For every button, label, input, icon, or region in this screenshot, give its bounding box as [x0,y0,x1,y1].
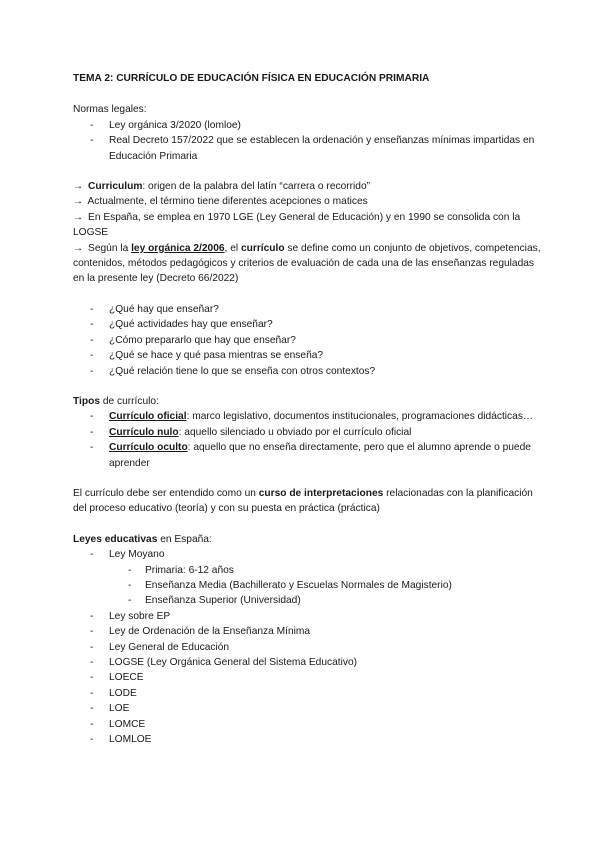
list-item: - Real Decreto 157/2022 que se establecen la ordenación y enseñanzas mínimas impartidas en Educación Primaria [73,133,543,164]
curriculum-text: , el [224,242,241,254]
normas-heading: Normas legales: [73,104,147,116]
list-item: - LODE [73,686,543,701]
paragraph-text: El currículo debe ser entendido como un [73,487,259,499]
list-item: - LOMCE [73,717,543,732]
tipo-term: Currículo nulo [109,426,179,438]
curriculum-text: En España, se emplea en 1970 LGE (Ley General de Educación) y en 1990 se consolida con la LOGSE [73,211,521,239]
tipos-heading [73,394,543,409]
tipo-desc: : marco legislativo, documentos institucionales, programaciones didácticas… [186,411,534,423]
curriculum-term: currículo [240,242,285,254]
list-item: - ¿Qué actividades hay que enseñar? [73,317,543,332]
tipo-desc: : aquello que no enseña directamente, pero que el alumno aprende o puede aprender [109,442,531,469]
tipos-heading-bold: Tipos [73,395,100,407]
leyes-heading-bold: Leyes educativas [73,533,158,545]
leyes-list [73,547,543,747]
curriculum-term: Curriculum [88,181,143,193]
law-reference: ley orgánica 2/2006 [131,242,225,254]
curriculum-line-2 [73,194,543,209]
list-item: - ¿Qué se hace y qué pasa mientras se enseña? [73,348,543,363]
curriculum-line-1 [73,179,543,194]
list-item: - LOECE [73,670,543,685]
list-item: - Ley General de Educación [73,640,543,655]
list-item: - Ley Moyano [73,547,543,562]
list-item [73,440,543,471]
sub-list-item: - Primaria: 6-12 años [73,563,543,578]
tipo-desc: : aquello silenciado u obviado por el currículo oficial [178,426,412,438]
tipos-list [73,409,543,471]
tipo-term: Currículo oculto [109,442,188,454]
arrow-icon: → [73,196,84,208]
sub-list-item: - Enseñanza Superior (Universidad) [73,593,543,608]
curriculum-definition: : origen de la palabra del latín “carrera o recorrido” [142,181,371,193]
list-item: - ¿Qué hay que enseñar? [73,302,543,317]
list-item: - ¿Cómo prepararlo que hay que enseñar? [73,333,543,348]
list-item: - Ley sobre EP [73,609,543,624]
list-item: - Ley de Ordenación de la Enseñanza Mínima [73,624,543,639]
arrow-icon: → [73,181,84,193]
list-item: - LOGSE (Ley Orgánica General del Sistema Educativo) [73,655,543,670]
paragraph-bold: curso de interpretaciones [258,487,384,499]
list-item: - LOMLOE [73,732,543,747]
list-item [73,409,543,424]
list-item [73,425,543,440]
leyes-heading [73,532,543,547]
interpretacion-paragraph [73,486,543,517]
curriculum-text: Según la [88,242,132,254]
normas-list [73,118,543,164]
sub-list-item: - Enseñanza Media (Bachillerato y Escuelas Normales de Magisterio) [73,578,543,593]
curriculum-line-4 [73,241,543,287]
curriculum-text: Actualmente, el término tiene diferentes acepciones o matices [87,196,368,208]
page-title: TEMA 2: CURRÍCULO DE EDUCACIÓN FÍSICA EN EDUCACIÓN PRIMARIA [73,73,430,84]
arrow-icon: → [73,242,84,254]
arrow-icon: → [73,211,84,223]
leyes-heading-rest: en España: [157,533,212,545]
list-item: - Ley orgánica 3/2020 (lomloe) [73,118,543,133]
list-item: - LOE [73,701,543,716]
tipos-heading-rest: de currículo: [99,395,159,407]
list-item: - ¿Qué relación tiene lo que se enseña con otros contextos? [73,364,543,379]
tipo-term: Currículo oficial [109,411,187,423]
questions-list [73,302,543,379]
curriculum-line-3 [73,210,543,241]
curriculum-text: se define como un conjunto de objetivos, competencias, contenidos, métodos pedagógicos y criterios de evaluación de cada una de las enseñanzas reguladas en la presente ley (Decreto 66/2022) [73,242,541,285]
document-page [73,71,543,747]
paragraph-text: relacionadas con la planificación del proceso educativo (teoría) y con su puesta en práctica (práctica) [73,487,533,515]
